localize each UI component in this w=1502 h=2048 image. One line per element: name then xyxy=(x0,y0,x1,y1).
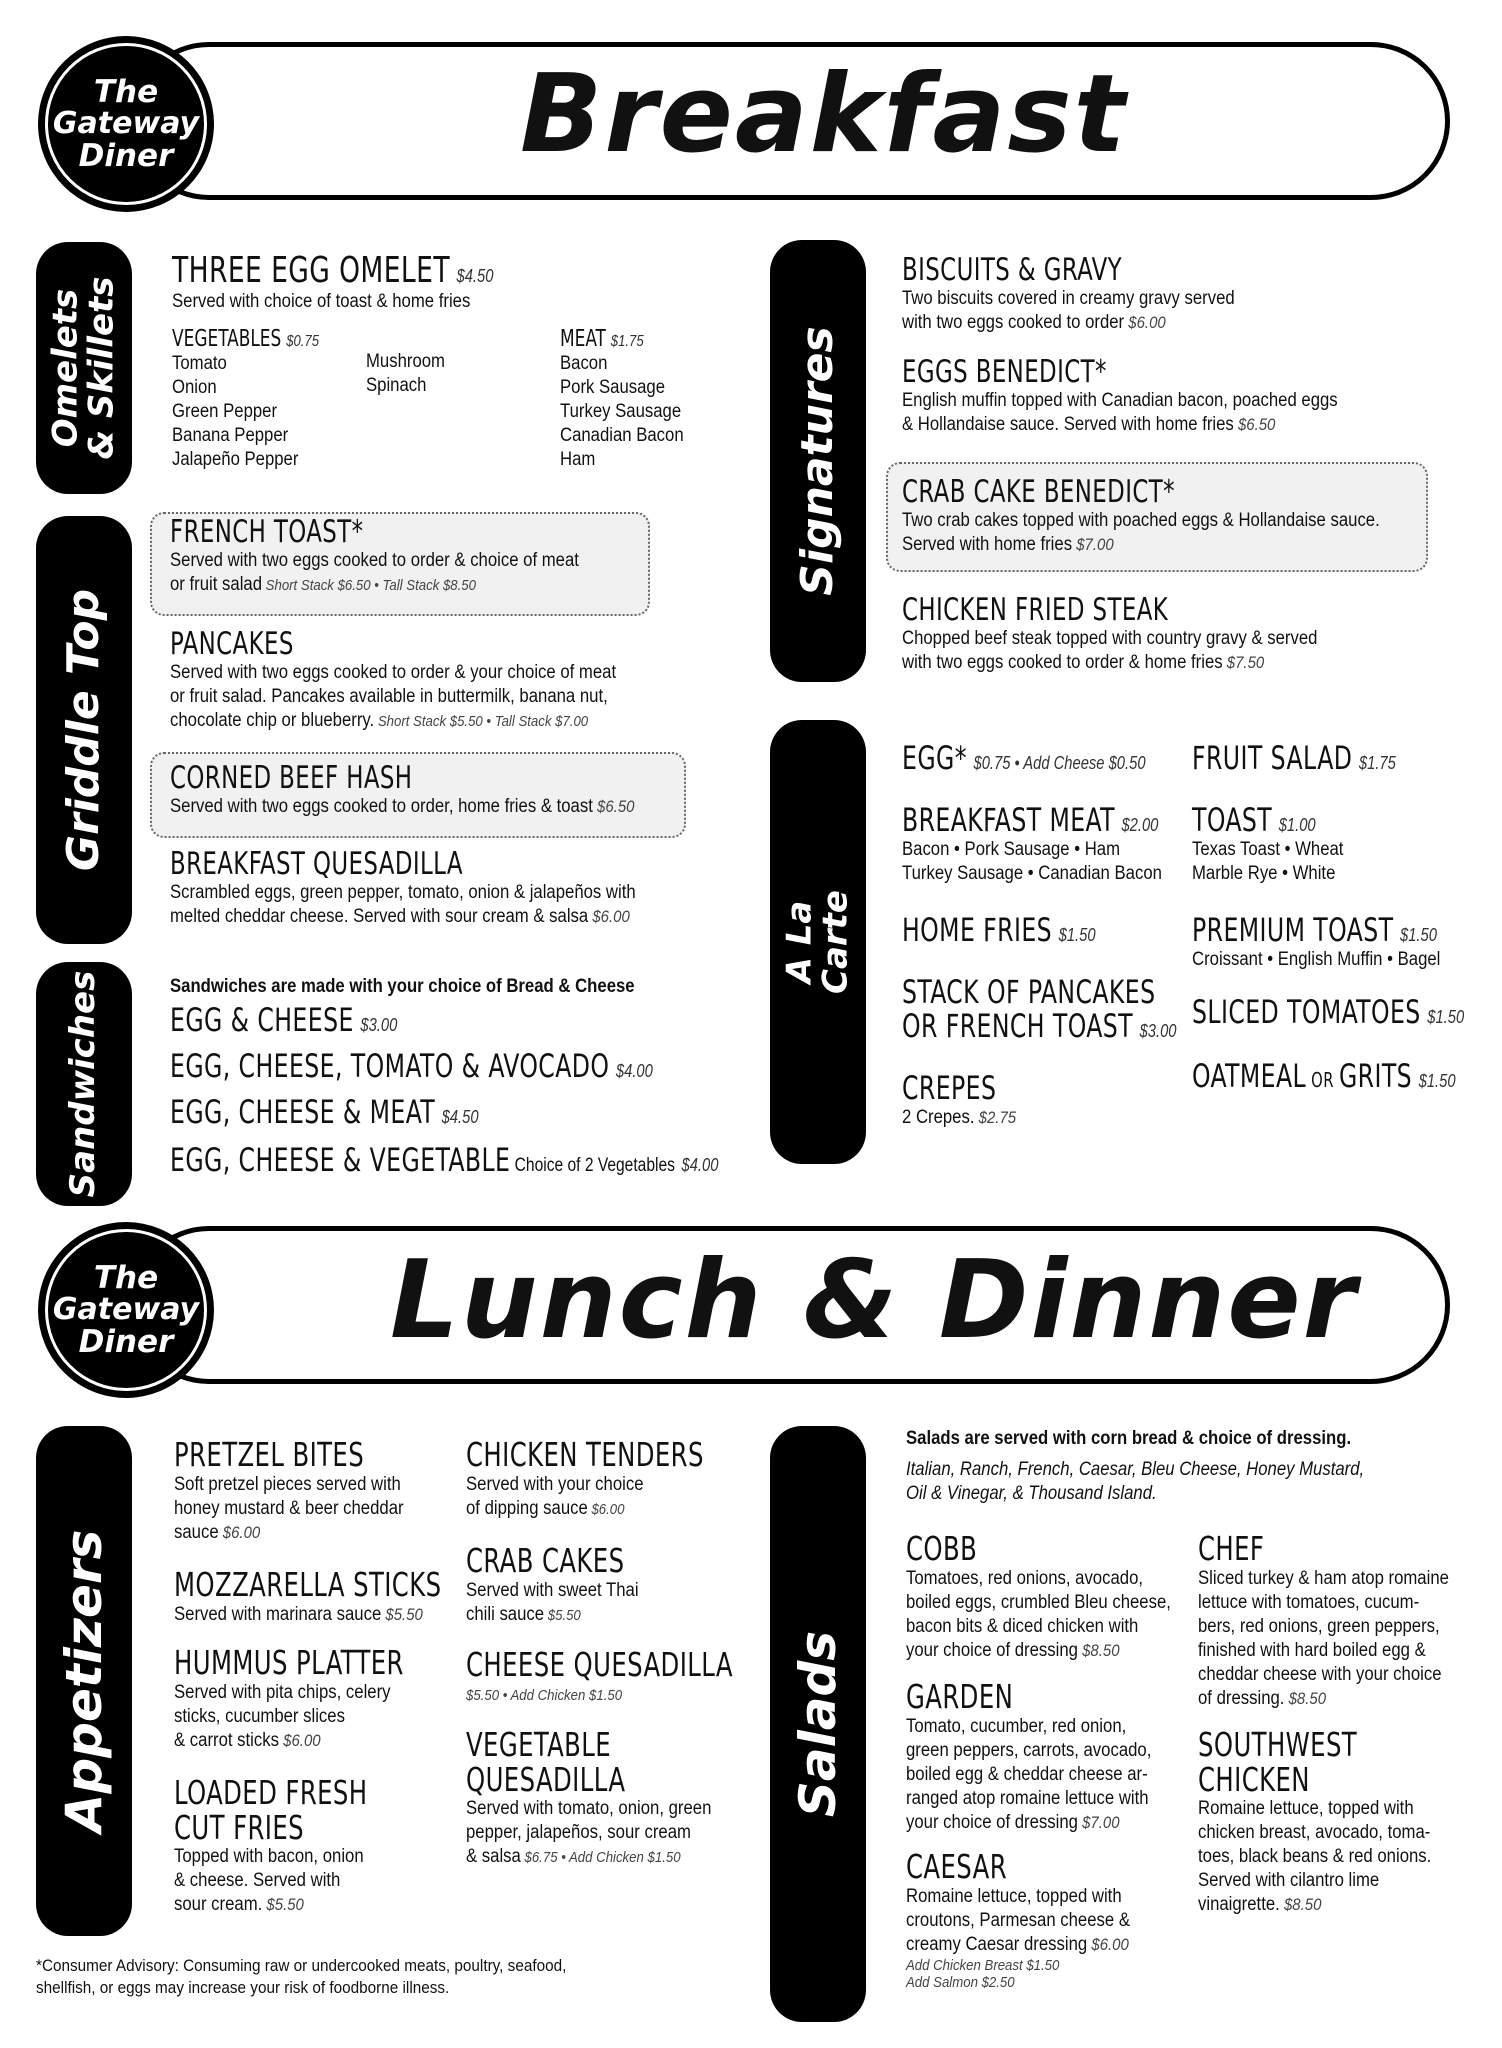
menu-item xyxy=(906,1677,1185,1835)
menu-item xyxy=(902,356,1397,437)
item-name xyxy=(466,1645,733,1684)
menu-item xyxy=(1192,993,1502,1031)
logo-line-1: The xyxy=(93,1259,159,1296)
item-desc-line: Scrambled eggs, green pepper, tomato, onion & jalapeños with xyxy=(170,881,636,903)
menu-item xyxy=(174,1435,435,1545)
item-price: $7.00 xyxy=(1072,534,1114,554)
item-price: Short Stack $6.50 • Tall Stack $8.50 xyxy=(262,576,476,594)
item-name-text: BREAKFAST MEAT xyxy=(902,801,1115,839)
item-desc-line: of dressing. $8.50 xyxy=(1198,1687,1327,1709)
item-name-text: BISCUITS & GRAVY xyxy=(902,252,1123,288)
item-name-text: CRAB CAKE BENEDICT* xyxy=(902,474,1175,510)
menu-item xyxy=(902,739,1199,777)
item-name xyxy=(174,1565,442,1604)
item-price: $6.50 xyxy=(1233,414,1276,434)
salad-note xyxy=(906,1428,1427,1506)
menu-item xyxy=(466,1645,791,1708)
item-desc-line: Served with cilantro lime xyxy=(1198,1870,1380,1892)
item-desc-line: bers, red onions, green peppers, xyxy=(1198,1615,1440,1637)
item-desc-line: croutons, Parmesan cheese & xyxy=(906,1909,1130,1931)
item-name-line-2 xyxy=(466,1759,695,1799)
consumer-advisory xyxy=(36,1955,566,1999)
item-name xyxy=(906,1847,1115,1886)
item-desc-line: Soft pretzel pieces served with xyxy=(174,1473,401,1495)
item-name xyxy=(902,911,1096,949)
logo-lunch xyxy=(38,1222,214,1398)
menu-item xyxy=(1192,911,1491,972)
menu-item xyxy=(466,1541,662,1628)
item-name-text: FRENCH TOAST* xyxy=(170,514,364,550)
item-name-text: STACK OF PANCAKES xyxy=(902,973,1156,1011)
veg-list-2 xyxy=(366,350,445,398)
logo-line-3: Diner xyxy=(78,137,174,174)
dressing-line-2: Oil & Vinegar, & Thousand Island. xyxy=(906,1483,1157,1504)
salad-note-text: Salads are served with corn bread & choice of dressing. xyxy=(906,1428,1352,1449)
item-name-text: GARDEN xyxy=(906,1677,1014,1716)
menu-item xyxy=(174,1565,500,1627)
list-item: Tomato xyxy=(172,353,227,374)
item-desc-line: with two eggs cooked to order & home fries $7.50 xyxy=(902,651,1265,673)
item-name-text: TOAST xyxy=(1192,801,1273,839)
veg-price: $0.75 xyxy=(286,333,320,350)
item-name xyxy=(174,1643,404,1682)
item-price: $1.50 xyxy=(1399,925,1437,945)
list-item: Canadian Bacon xyxy=(560,425,684,446)
item-price: $6.50 xyxy=(592,796,635,816)
item-name-text: EGG* xyxy=(902,739,967,777)
item-desc-line xyxy=(466,1683,752,1708)
item-desc: Served with choice of toast & home fries xyxy=(172,290,471,312)
item-extra: Choice of 2 Vegetables xyxy=(510,1155,675,1176)
item-price: $3.00 xyxy=(1139,1020,1177,1041)
item-name-line-2 xyxy=(174,1807,368,1847)
item-name xyxy=(174,1435,388,1474)
item-price: $5.50 xyxy=(262,1895,304,1915)
item-price: $1.00 xyxy=(1278,815,1316,835)
sandwich-item xyxy=(170,1047,759,1085)
menu-item xyxy=(466,1435,756,1522)
meat-price: $1.75 xyxy=(610,333,644,350)
item-price: $6.75 • Add Chicken $1.50 xyxy=(520,1849,681,1867)
item-name-or: OR xyxy=(1306,1068,1339,1092)
menu-item xyxy=(1192,739,1441,777)
item-name xyxy=(902,973,1176,1011)
menu-item xyxy=(1198,1725,1463,1917)
menu-item xyxy=(902,973,1237,1045)
item-desc-line: boiled eggs, crumbled Bleu cheese, xyxy=(906,1591,1171,1613)
item-desc-line: lettuce with tomatoes, cucum- xyxy=(1198,1591,1420,1613)
sandwich-note-text: Sandwiches are made with your choice of Bread & Cheese xyxy=(170,976,635,997)
item-name xyxy=(170,1141,719,1179)
item-price: $3.00 xyxy=(360,1015,398,1035)
item-price: $5.50 xyxy=(381,1604,423,1624)
item-name-text: PRETZEL BITES xyxy=(174,1435,365,1474)
item-name xyxy=(902,1069,1008,1107)
meat-list xyxy=(560,352,684,472)
item-name xyxy=(466,1435,704,1474)
item-name xyxy=(170,1047,653,1085)
tab-salads xyxy=(770,1426,866,2022)
item-price: $6.00 xyxy=(218,1522,261,1542)
list-item: Jalapeño Pepper xyxy=(172,449,299,470)
item-desc-line: English muffin topped with Canadian bacon, poached eggs xyxy=(902,389,1338,411)
item-name-text: CAESAR xyxy=(906,1847,1008,1886)
menu-item-three-egg-omelet xyxy=(172,252,564,314)
item-desc-line: Served with pita chips, celery xyxy=(174,1681,391,1703)
item-price: $1.50 xyxy=(1058,925,1096,945)
item-name xyxy=(1192,739,1396,777)
list-item: Pork Sausage xyxy=(560,377,666,398)
item-price: $1.50 xyxy=(1427,1007,1465,1027)
item-name-text: HOME FRIES xyxy=(902,911,1053,949)
menu-item xyxy=(466,1725,745,1870)
item-price: $8.50 xyxy=(1279,1895,1322,1915)
logo xyxy=(38,36,214,212)
item-desc-line: Served with two eggs cooked to order & your choice of meat xyxy=(170,661,617,683)
item-name-text-2: CHICKEN xyxy=(1198,1759,1310,1799)
item-desc-line: bacon bits & diced chicken with xyxy=(906,1615,1139,1637)
item-name-text: EGG, CHEESE & VEGETABLE xyxy=(170,1141,511,1179)
item-desc-line: Served with marinara sauce $5.50 xyxy=(174,1603,423,1625)
menu-item xyxy=(902,476,1445,557)
item-desc-line: your choice of dressing $7.00 xyxy=(906,1811,1120,1833)
list-item: Turkey Sausage xyxy=(560,401,682,422)
tab-omelets-skillets xyxy=(36,242,132,494)
item-price: $5.50 xyxy=(544,1606,581,1624)
item-desc-line: Served with home fries $7.00 xyxy=(902,533,1114,555)
item-name-text: PREMIUM TOAST xyxy=(1192,911,1394,949)
item-name-text-2: QUESADILLA xyxy=(466,1759,626,1799)
list-item: Green Pepper xyxy=(172,401,278,422)
item-name-text: CRAB CAKES xyxy=(466,1541,625,1580)
item-price: $6.00 xyxy=(588,906,630,926)
tab-appetizers xyxy=(36,1426,132,1936)
sandwich-item xyxy=(170,1093,546,1131)
menu-item xyxy=(170,516,635,598)
item-desc-line: toes, black beans & red onions. xyxy=(1198,1846,1432,1868)
tab-griddle-label: Griddle Top xyxy=(57,588,109,872)
item-desc-line: Croissant • English Muffin • Bagel xyxy=(1192,948,1441,970)
advisory-line-2: shellfish, or eggs may increase your risk of foodborne illness. xyxy=(36,1978,450,1997)
item-desc-line: & Hollandaise sauce. Served with home fries $6.50 xyxy=(902,413,1276,435)
item-name-text: EGGS BENEDICT* xyxy=(902,354,1107,390)
item-name-text-2: GRITS xyxy=(1338,1057,1413,1095)
item-name-text: PANCAKES xyxy=(170,626,294,662)
item-name xyxy=(1198,1529,1432,1568)
item-name xyxy=(170,1001,398,1039)
item-name xyxy=(902,254,1212,287)
item-name-text: CHICKEN FRIED STEAK xyxy=(902,592,1169,628)
menu-item xyxy=(174,1773,410,1917)
item-desc-line: or fruit salad Short Stack $6.50 • Tall Stack $8.50 xyxy=(170,573,476,595)
item-desc-line: & salsa $6.75 • Add Chicken $1.50 xyxy=(466,1846,681,1868)
tab-alacarte-label: A La Carte xyxy=(779,890,855,994)
meat-label: MEAT xyxy=(560,326,606,352)
item-name xyxy=(466,1725,695,1764)
logo-line-3: Diner xyxy=(78,1323,174,1360)
item-name xyxy=(170,762,603,795)
item-name-text: VEGETABLE xyxy=(466,1725,612,1764)
item-price: $1.50 xyxy=(1418,1071,1456,1091)
item-price: $8.50 xyxy=(1077,1640,1120,1660)
item-desc-line: or fruit salad. Pancakes available in buttermilk, banana nut, xyxy=(170,685,608,707)
item-name xyxy=(170,1093,479,1131)
item-name xyxy=(1192,911,1437,949)
item-desc-line: Tomato, cucumber, red onion, xyxy=(906,1715,1127,1737)
item-addon: Add Chicken Breast $1.50 xyxy=(906,1956,1060,1974)
omelet-vegetables xyxy=(172,326,351,472)
item-name xyxy=(466,1541,627,1580)
item-desc-line: finished with hard boiled egg & xyxy=(1198,1639,1426,1661)
item-desc-line: vinaigrette. $8.50 xyxy=(1198,1894,1322,1916)
item-desc-line: Chopped beef steak topped with country gravy & served xyxy=(902,627,1318,649)
menu-item xyxy=(906,1847,1161,1991)
item-addon: Add Salmon $2.50 xyxy=(906,1973,1015,1991)
menu-item xyxy=(1192,1057,1502,1095)
item-price: $5.50 • Add Chicken $1.50 xyxy=(466,1686,623,1704)
item-name-text: FRUIT SALAD xyxy=(1192,739,1353,777)
item-name xyxy=(902,594,1289,627)
veg-label: VEGETABLES xyxy=(172,326,282,352)
item-price: $6.00 xyxy=(1124,312,1166,332)
item-name-text: SOUTHWEST xyxy=(1198,1725,1358,1764)
item-price: $2.75 xyxy=(974,1107,1017,1127)
dressing-line-1: Italian, Ranch, French, Caesar, Bleu Cheese, Honey Mustard, xyxy=(906,1459,1365,1480)
item-price: $4.50 xyxy=(456,266,494,286)
item-name xyxy=(1192,801,1333,839)
list-item: Banana Pepper xyxy=(172,425,289,446)
item-price: $6.00 xyxy=(278,1730,321,1750)
item-desc-line: Topped with bacon, onion xyxy=(174,1846,364,1868)
item-desc-line: Served with sweet Thai xyxy=(466,1579,639,1601)
sandwich-item xyxy=(170,1001,447,1039)
item-name-line-2 xyxy=(1198,1759,1415,1799)
item-price: $8.50 xyxy=(1284,1688,1327,1708)
item-price: Short Stack $5.50 • Tall Stack $7.00 xyxy=(374,712,589,730)
menu-item xyxy=(902,594,1374,675)
logo-line-2: Gateway xyxy=(52,106,200,142)
menu-item xyxy=(174,1643,454,1753)
item-desc-line: Sliced turkey & ham atop romaine xyxy=(1198,1567,1449,1589)
item-desc-line: chocolate chip or blueberry. Short Stack $5.50 • Tall Stack $7.00 xyxy=(170,709,589,731)
item-name: THREE EGG OMELET xyxy=(172,250,450,291)
menu-item xyxy=(902,911,1138,949)
item-desc-line: Romaine lettuce, topped with xyxy=(906,1885,1122,1907)
item-desc-line: sour cream. $5.50 xyxy=(174,1894,304,1916)
item-name-text: CORNED BEEF HASH xyxy=(170,760,413,796)
item-name-text: LOADED FRESH xyxy=(174,1773,368,1812)
item-name xyxy=(170,628,586,661)
tab-sandwiches-label: Sandwiches xyxy=(63,970,104,1198)
list-item: Ham xyxy=(560,449,596,470)
lunch-title: Lunch & Dinner xyxy=(390,1238,1358,1363)
item-name-text: OATMEAL xyxy=(1192,1057,1307,1095)
list-item: Bacon xyxy=(560,353,608,374)
item-name-text: EGG & CHEESE xyxy=(170,1001,354,1039)
item-name xyxy=(902,356,1308,389)
item-name-text: CHEESE QUESADILLA xyxy=(466,1645,733,1684)
item-desc-line: Served with two eggs cooked to order & choice of meat xyxy=(170,549,579,571)
item-desc-line: & cheese. Served with xyxy=(174,1870,341,1892)
tab-signatures-label: Signatures xyxy=(791,326,843,596)
item-name-text: CHEF xyxy=(1198,1529,1265,1568)
item-desc-line: of dipping sauce $6.00 xyxy=(466,1497,625,1519)
menu-item xyxy=(902,1069,1032,1130)
item-name-text: MOZZARELLA STICKS xyxy=(174,1565,442,1604)
item-desc-line: sauce $6.00 xyxy=(174,1521,261,1543)
item-desc-line: Bacon • Pork Sausage • Ham xyxy=(902,838,1121,860)
item-desc-line: boiled egg & cheddar cheese ar- xyxy=(906,1763,1148,1785)
tab-salads-label: Salads xyxy=(788,1630,847,1818)
item-name xyxy=(1198,1725,1415,1764)
item-desc-line: green peppers, carrots, avocado, xyxy=(906,1739,1152,1761)
logo-line-1: The xyxy=(93,73,159,110)
item-price: $2.00 xyxy=(1121,815,1159,835)
list-item: Spinach xyxy=(366,375,427,396)
list-item: Mushroom xyxy=(366,351,445,372)
item-desc-line: Texas Toast • Wheat xyxy=(1192,838,1344,860)
item-name xyxy=(906,1529,1153,1568)
item-name-line-2 xyxy=(902,1006,1177,1045)
tab-griddle-top xyxy=(36,516,132,944)
item-name-text: COBB xyxy=(906,1529,978,1568)
omelet-meat xyxy=(560,326,701,472)
menu-item xyxy=(170,628,677,734)
menu-item xyxy=(1192,801,1364,886)
tab-sandwiches xyxy=(36,962,132,1206)
item-desc-line: chicken breast, avocado, toma- xyxy=(1198,1822,1431,1844)
menu-item xyxy=(1198,1529,1483,1711)
item-name-text: EGG, CHEESE, TOMATO & AVOCADO xyxy=(170,1047,610,1085)
item-name-text: SLICED TOMATOES xyxy=(1192,993,1421,1031)
item-desc-line: your choice of dressing $8.50 xyxy=(906,1639,1120,1661)
item-desc-line: Two biscuits covered in creamy gravy served xyxy=(902,287,1235,309)
item-name-text: EGG, CHEESE & MEAT xyxy=(170,1093,436,1131)
item-name xyxy=(902,476,1347,509)
item-desc-line: ranged atop romaine lettuce with xyxy=(906,1787,1149,1809)
item-name xyxy=(902,739,1146,777)
item-desc-line: Romaine lettuce, topped with xyxy=(1198,1798,1414,1820)
item-desc-line: melted cheddar cheese. Served with sour cream & salsa $6.00 xyxy=(170,905,630,927)
item-desc-line: cheddar cheese with your choice xyxy=(1198,1663,1442,1685)
logo-line-2: Gateway xyxy=(52,1292,200,1328)
tab-signatures xyxy=(770,240,866,682)
advisory-line-1: *Consumer Advisory: Consuming raw or undercooked meats, poultry, seafood, xyxy=(36,1956,567,1975)
menu-item xyxy=(902,801,1215,886)
item-name xyxy=(170,516,551,549)
item-name-text-2: CUT FRIES xyxy=(174,1807,305,1847)
item-name xyxy=(1192,1057,1456,1095)
item-desc-line: Two crab cakes topped with poached eggs & Hollandaise sauce. xyxy=(902,509,1380,531)
item-desc-line: creamy Caesar dressing $6.00 xyxy=(906,1933,1129,1955)
item-name xyxy=(174,1773,368,1812)
item-desc-line: Served with tomato, onion, green xyxy=(466,1798,712,1820)
item-desc-line: Turkey Sausage • Canadian Bacon xyxy=(902,862,1162,884)
item-desc-line: Served with your choice xyxy=(466,1473,644,1495)
item-price: $4.00 xyxy=(681,1155,719,1175)
breakfast-title: Breakfast xyxy=(520,52,1128,177)
item-name-text: BREAKFAST QUESADILLA xyxy=(170,846,463,882)
item-desc-line: & carrot sticks $6.00 xyxy=(174,1729,321,1751)
tab-appetizers-label: Appetizers xyxy=(54,1529,113,1833)
item-desc-line: sticks, cucumber slices xyxy=(174,1705,345,1727)
item-name-text-2: OR FRENCH TOAST xyxy=(902,1006,1133,1045)
item-price: $6.00 xyxy=(1087,1934,1129,1954)
item-price: $0.75 • Add Cheese $0.50 xyxy=(973,753,1146,773)
item-price: $7.50 xyxy=(1222,652,1265,672)
menu-item xyxy=(906,1529,1207,1663)
item-price: $1.75 xyxy=(1358,753,1396,773)
item-desc-line: 2 Crepes. $2.75 xyxy=(902,1106,1017,1128)
item-desc-line: Served with two eggs cooked to order, home fries & toast $6.50 xyxy=(170,795,635,817)
veg-list-1 xyxy=(172,352,330,472)
item-price: $4.00 xyxy=(615,1061,653,1081)
item-name-text: CREPES xyxy=(902,1069,997,1107)
item-name xyxy=(170,848,604,881)
tab-a-la-carte xyxy=(770,720,866,1164)
item-price: $6.00 xyxy=(587,1500,625,1518)
item-desc-line: pepper, jalapeños, sour cream xyxy=(466,1822,691,1844)
item-name xyxy=(906,1677,1135,1716)
item-name-text: CHICKEN TENDERS xyxy=(466,1435,704,1474)
item-price: $7.00 xyxy=(1077,1812,1120,1832)
item-desc-line: with two eggs cooked to order $6.00 xyxy=(902,311,1166,333)
menu-item xyxy=(170,848,699,929)
item-desc-line: Tomatoes, red onions, avocado, xyxy=(906,1567,1144,1589)
item-name xyxy=(902,801,1159,839)
menu-item xyxy=(902,254,1280,335)
list-item: Onion xyxy=(172,377,217,398)
item-desc-line: Marble Rye • White xyxy=(1192,862,1336,884)
item-desc-line: chili sauce $5.50 xyxy=(466,1603,581,1625)
item-name xyxy=(1192,993,1465,1031)
tab-omelets-label: Omelets & Skillets xyxy=(45,276,121,460)
item-name-text: HUMMUS PLATTER xyxy=(174,1643,404,1682)
item-price: $4.50 xyxy=(441,1107,479,1127)
sandwich-item xyxy=(170,1141,839,1179)
item-desc-line: honey mustard & beer cheddar xyxy=(174,1497,404,1519)
sandwich-note xyxy=(170,976,698,998)
menu-item xyxy=(170,762,698,819)
